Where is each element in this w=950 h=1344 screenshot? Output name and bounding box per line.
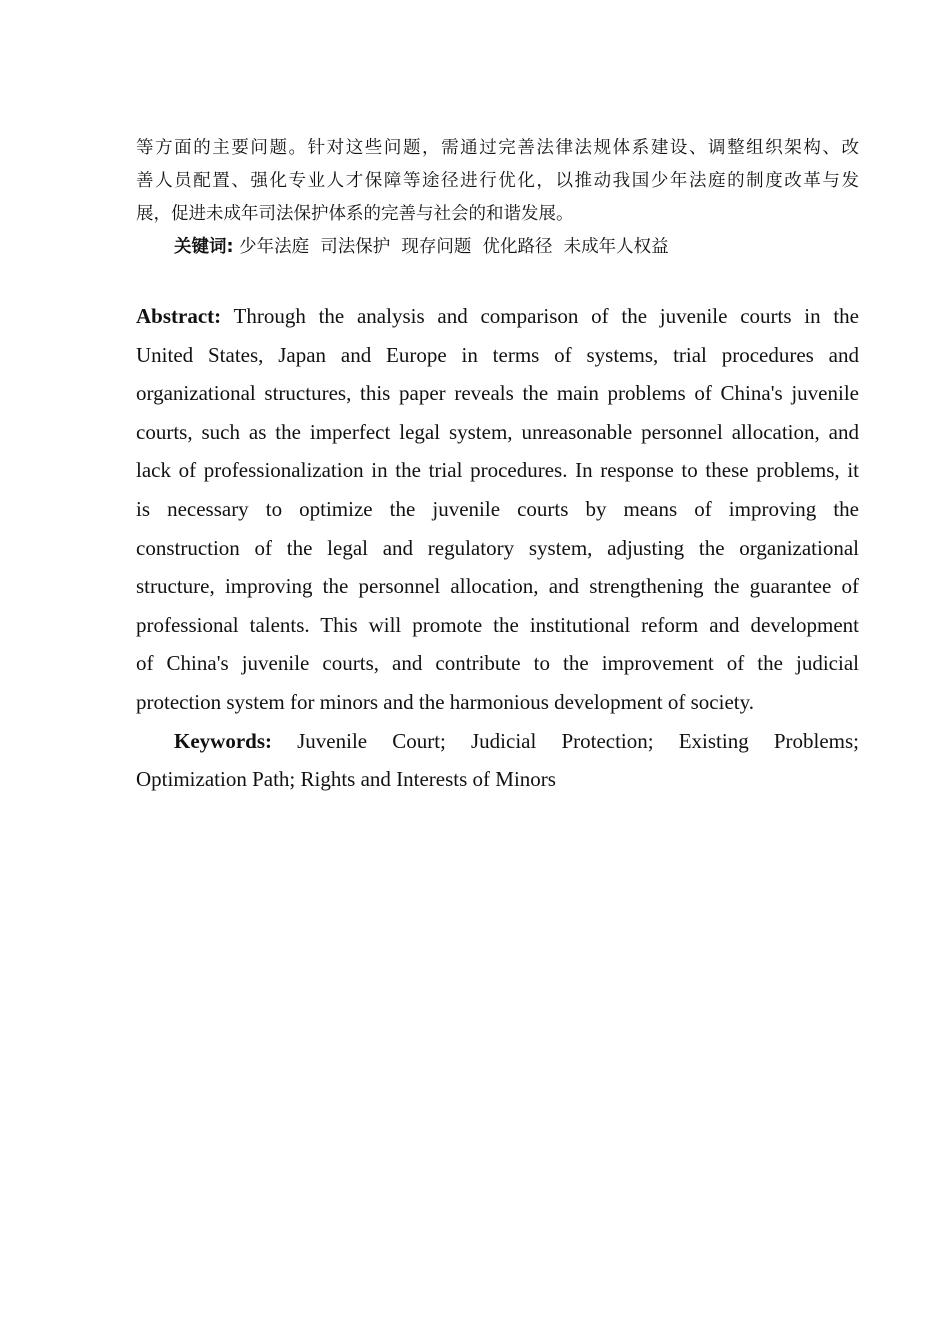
- keywords-text: 少年法庭 司法保护 现存问题 优化路径 未成年人权益: [233, 237, 669, 257]
- text-line: of China's juvenile courts, and contribute to the improvement of the judicial: [136, 651, 859, 676]
- text-line: construction of the legal and regulatory system, adjusting the organizational: [136, 535, 859, 560]
- keywords-label: Keywords:: [174, 728, 272, 753]
- text-line: 等方面的主要问题。针对这些问题，需通过完善法律法规体系建设、调整组织架构、改: [136, 138, 859, 158]
- keywords-label: 关键词:: [174, 237, 234, 257]
- english-keywords: [136, 722, 859, 761]
- text-line: organizational structures, this paper reveals the main problems of China's juvenile: [136, 381, 859, 406]
- chinese-abstract: [136, 132, 859, 264]
- text-line: United States, Japan and Europe in terms of systems, trial procedures and: [136, 342, 859, 367]
- text-line: structure, improving the personnel allocation, and strengthening the guarantee of: [136, 574, 859, 599]
- text-line: 展，促进未成年司法保护体系的完善与社会的和谐发展。: [136, 204, 574, 224]
- text-span: Through the analysis and comparison of the juvenile courts in the: [221, 304, 859, 328]
- text-line: lack of professionalization in the trial procedures. In response to these problems, it: [136, 458, 859, 483]
- text-line: [136, 297, 859, 336]
- text-line: courts, such as the imperfect legal system, unreasonable personnel allocation, and: [136, 419, 859, 444]
- text-line: protection system for minors and the harmonious development of society.: [136, 689, 755, 714]
- keywords-text: Juvenile Court; Judicial Protection; Existing Problems;: [272, 728, 859, 753]
- english-abstract: [136, 297, 859, 799]
- chinese-keywords: [136, 231, 859, 264]
- abstract-label: Abstract:: [136, 304, 222, 328]
- text-line: professional talents. This will promote the institutional reform and development: [136, 612, 859, 637]
- text-line: 善人员配置、强化专业人才保障等途径进行优化，以推动我国少年法庭的制度改革与发: [136, 171, 859, 191]
- text-line: is necessary to optimize the juvenile courts by means of improving the: [136, 496, 859, 521]
- text-line: Optimization Path; Rights and Interests of Minors: [136, 767, 556, 792]
